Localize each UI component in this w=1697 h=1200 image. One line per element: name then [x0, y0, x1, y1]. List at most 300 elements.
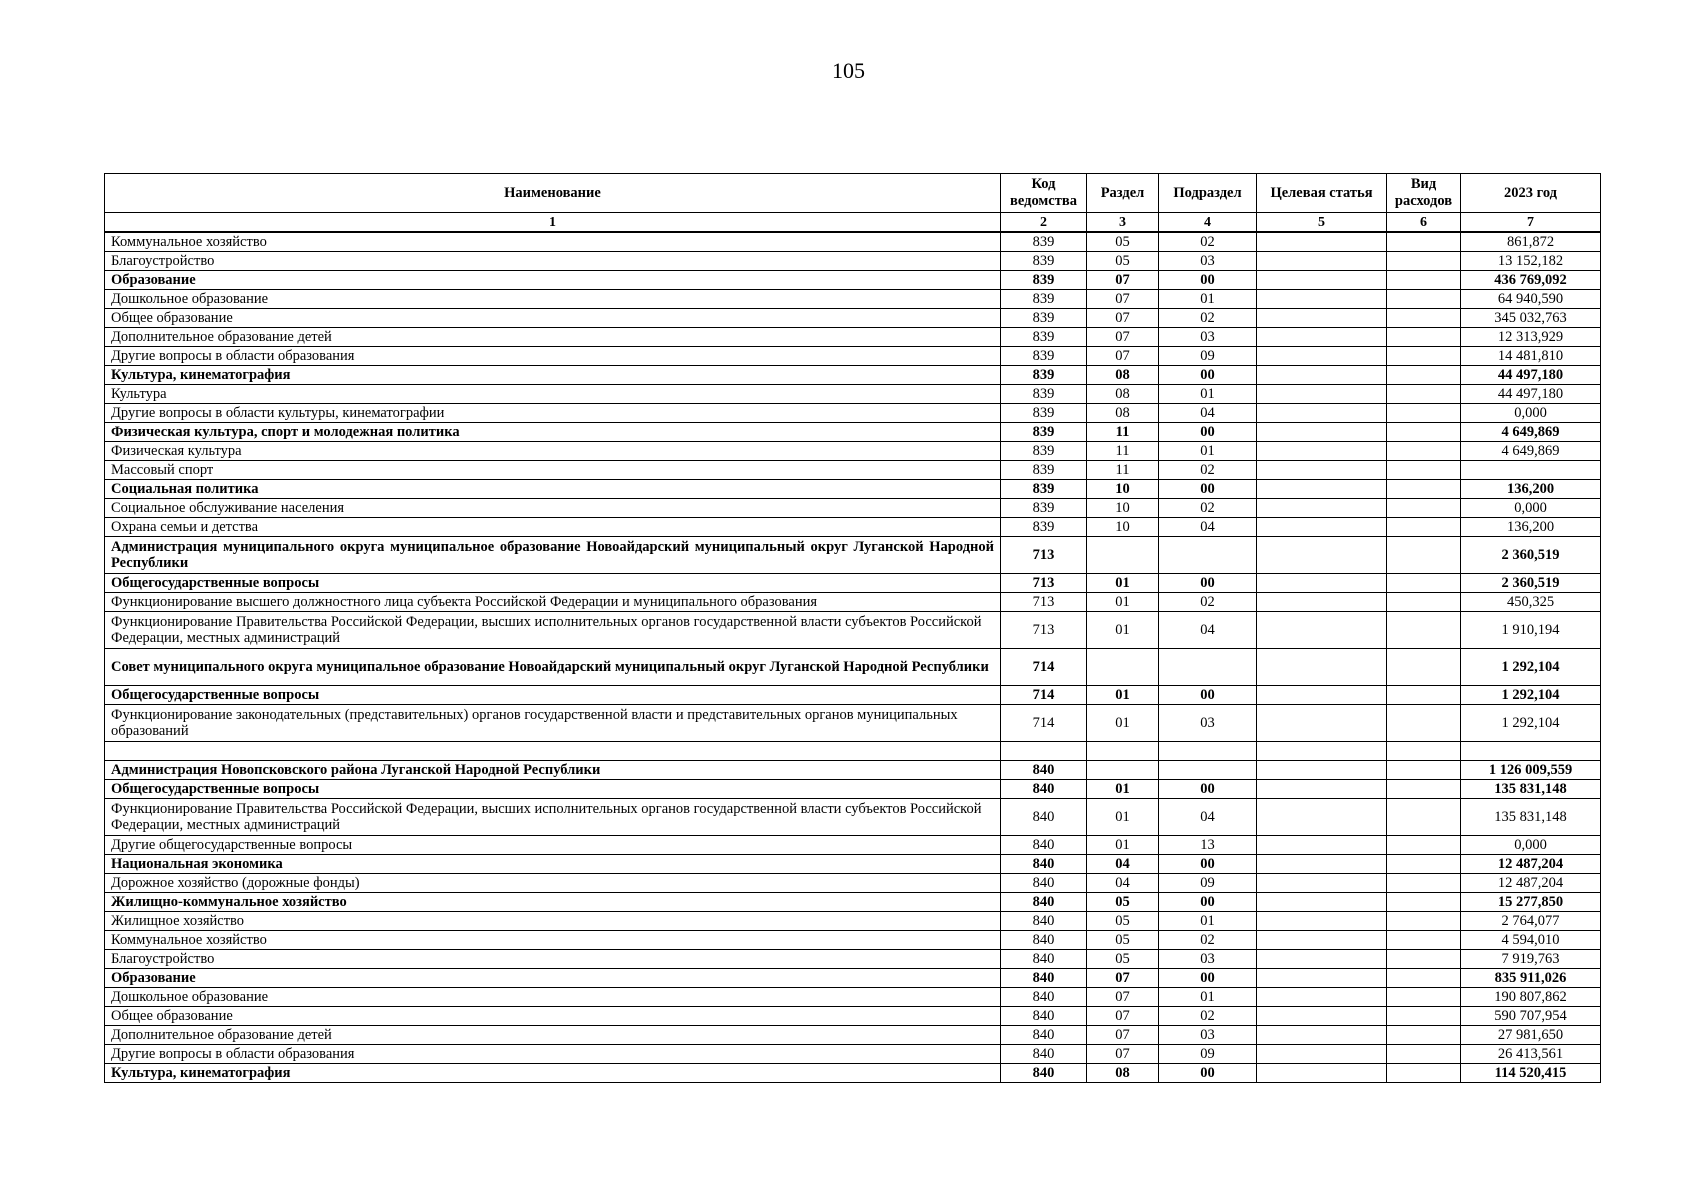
row-podrazdel-cell: 00	[1159, 366, 1257, 385]
row-vid-cell	[1387, 252, 1461, 271]
row-razdel-cell: 07	[1087, 969, 1159, 988]
row-vid-cell	[1387, 1064, 1461, 1083]
row-name-cell: Дошкольное образование	[105, 988, 1001, 1007]
row-name-cell: Функционирование высшего должностного лица субъекта Российской Федерации и муниципального образования	[105, 593, 1001, 612]
row-name-cell: Другие вопросы в области образования	[105, 1045, 1001, 1064]
row-amount-cell: 450,325	[1461, 593, 1601, 612]
row-name-cell: Образование	[105, 969, 1001, 988]
row-name-cell: Общее образование	[105, 309, 1001, 328]
row-celevaya-cell	[1257, 780, 1387, 799]
row-amount-cell: 136,200	[1461, 518, 1601, 537]
row-kod-cell: 839	[1001, 461, 1087, 480]
row-vid-cell	[1387, 912, 1461, 931]
row-kod-cell: 840	[1001, 969, 1087, 988]
row-celevaya-cell	[1257, 612, 1387, 649]
row-amount-cell: 2 360,519	[1461, 537, 1601, 574]
row-celevaya-cell	[1257, 574, 1387, 593]
column-number: 4	[1159, 213, 1257, 233]
row-name-cell: Благоустройство	[105, 950, 1001, 969]
row-name-cell: Функционирование Правительства Российской Федерации, высших исполнительных органов государственной власти субъектов Российской Федерации, местных администраций	[105, 799, 1001, 836]
row-name-cell: Национальная экономика	[105, 855, 1001, 874]
row-celevaya-cell	[1257, 252, 1387, 271]
row-celevaya-cell	[1257, 893, 1387, 912]
row-amount-cell: 1 292,104	[1461, 705, 1601, 742]
table-row	[105, 574, 1601, 593]
row-kod-cell: 713	[1001, 612, 1087, 649]
table-row	[105, 1045, 1601, 1064]
row-kod-cell: 839	[1001, 442, 1087, 461]
row-celevaya-cell	[1257, 705, 1387, 742]
row-amount-cell: 2 360,519	[1461, 574, 1601, 593]
row-amount-cell: 27 981,650	[1461, 1026, 1601, 1045]
row-podrazdel-cell: 09	[1159, 874, 1257, 893]
row-razdel-cell: 05	[1087, 893, 1159, 912]
row-razdel-cell: 08	[1087, 366, 1159, 385]
row-podrazdel-cell: 02	[1159, 232, 1257, 252]
row-celevaya-cell	[1257, 855, 1387, 874]
row-vid-cell	[1387, 931, 1461, 950]
row-celevaya-cell	[1257, 461, 1387, 480]
row-amount-cell: 345 032,763	[1461, 309, 1601, 328]
header-kod: Код ведомства	[1001, 174, 1087, 213]
column-number: 2	[1001, 213, 1087, 233]
table-body	[105, 232, 1601, 1083]
row-podrazdel-cell	[1159, 742, 1257, 761]
row-podrazdel-cell: 00	[1159, 271, 1257, 290]
row-razdel-cell: 07	[1087, 271, 1159, 290]
row-podrazdel-cell: 04	[1159, 518, 1257, 537]
row-vid-cell	[1387, 612, 1461, 649]
row-vid-cell	[1387, 761, 1461, 780]
table-row	[105, 499, 1601, 518]
row-amount-cell	[1461, 742, 1601, 761]
row-name-cell: Коммунальное хозяйство	[105, 931, 1001, 950]
table-row	[105, 480, 1601, 499]
row-razdel-cell: 01	[1087, 799, 1159, 836]
row-amount-cell: 1 292,104	[1461, 686, 1601, 705]
header-row	[105, 174, 1601, 213]
table-row	[105, 742, 1601, 761]
table-row	[105, 1007, 1601, 1026]
table-row	[105, 423, 1601, 442]
row-amount-cell: 190 807,862	[1461, 988, 1601, 1007]
table-row	[105, 874, 1601, 893]
row-name-cell: Общегосударственные вопросы	[105, 686, 1001, 705]
row-name-cell: Массовый спорт	[105, 461, 1001, 480]
row-celevaya-cell	[1257, 347, 1387, 366]
table-row	[105, 232, 1601, 252]
table-row	[105, 1064, 1601, 1083]
row-amount-cell: 7 919,763	[1461, 950, 1601, 969]
row-razdel-cell: 11	[1087, 461, 1159, 480]
row-amount-cell: 4 594,010	[1461, 931, 1601, 950]
row-celevaya-cell	[1257, 290, 1387, 309]
row-razdel-cell	[1087, 742, 1159, 761]
row-celevaya-cell	[1257, 593, 1387, 612]
table-row	[105, 686, 1601, 705]
row-vid-cell	[1387, 780, 1461, 799]
row-razdel-cell: 05	[1087, 931, 1159, 950]
row-vid-cell	[1387, 969, 1461, 988]
row-kod-cell: 840	[1001, 1064, 1087, 1083]
row-amount-cell: 26 413,561	[1461, 1045, 1601, 1064]
row-kod-cell: 840	[1001, 855, 1087, 874]
table-row	[105, 404, 1601, 423]
row-vid-cell	[1387, 271, 1461, 290]
row-podrazdel-cell: 03	[1159, 328, 1257, 347]
table-row	[105, 969, 1601, 988]
row-kod-cell: 839	[1001, 518, 1087, 537]
row-name-cell: Другие вопросы в области образования	[105, 347, 1001, 366]
row-vid-cell	[1387, 686, 1461, 705]
row-celevaya-cell	[1257, 686, 1387, 705]
row-vid-cell	[1387, 799, 1461, 836]
row-kod-cell: 840	[1001, 1045, 1087, 1064]
row-razdel-cell: 11	[1087, 423, 1159, 442]
table-row	[105, 271, 1601, 290]
row-celevaya-cell	[1257, 1007, 1387, 1026]
row-name-cell: Коммунальное хозяйство	[105, 232, 1001, 252]
table-row	[105, 1026, 1601, 1045]
row-celevaya-cell	[1257, 518, 1387, 537]
row-podrazdel-cell: 00	[1159, 780, 1257, 799]
row-amount-cell: 1 910,194	[1461, 612, 1601, 649]
row-kod-cell: 714	[1001, 705, 1087, 742]
row-razdel-cell: 01	[1087, 686, 1159, 705]
row-razdel-cell: 04	[1087, 855, 1159, 874]
row-podrazdel-cell: 00	[1159, 855, 1257, 874]
table-row	[105, 836, 1601, 855]
row-vid-cell	[1387, 461, 1461, 480]
column-number: 6	[1387, 213, 1461, 233]
row-podrazdel-cell: 00	[1159, 423, 1257, 442]
row-kod-cell: 840	[1001, 912, 1087, 931]
row-razdel-cell: 05	[1087, 950, 1159, 969]
row-podrazdel-cell: 09	[1159, 1045, 1257, 1064]
row-vid-cell	[1387, 328, 1461, 347]
table-row	[105, 855, 1601, 874]
row-razdel-cell: 01	[1087, 612, 1159, 649]
table-row	[105, 518, 1601, 537]
row-celevaya-cell	[1257, 912, 1387, 931]
table-row	[105, 612, 1601, 649]
row-kod-cell: 840	[1001, 836, 1087, 855]
column-number-row	[105, 213, 1601, 233]
row-razdel-cell	[1087, 537, 1159, 574]
row-amount-cell: 12 313,929	[1461, 328, 1601, 347]
row-kod-cell	[1001, 742, 1087, 761]
row-podrazdel-cell: 00	[1159, 969, 1257, 988]
row-podrazdel-cell: 00	[1159, 1064, 1257, 1083]
row-podrazdel-cell: 00	[1159, 893, 1257, 912]
table-row	[105, 950, 1601, 969]
row-vid-cell	[1387, 499, 1461, 518]
row-vid-cell	[1387, 385, 1461, 404]
row-razdel-cell: 08	[1087, 385, 1159, 404]
header-name: Наименование	[105, 174, 1001, 213]
row-podrazdel-cell: 02	[1159, 1007, 1257, 1026]
header-celevaya: Целевая статья	[1257, 174, 1387, 213]
row-vid-cell	[1387, 988, 1461, 1007]
row-podrazdel-cell: 01	[1159, 442, 1257, 461]
row-celevaya-cell	[1257, 761, 1387, 780]
row-amount-cell: 2 764,077	[1461, 912, 1601, 931]
column-number: 5	[1257, 213, 1387, 233]
row-amount-cell: 1 126 009,559	[1461, 761, 1601, 780]
row-podrazdel-cell: 01	[1159, 912, 1257, 931]
row-razdel-cell: 05	[1087, 252, 1159, 271]
row-razdel-cell: 04	[1087, 874, 1159, 893]
row-name-cell: Культура, кинематография	[105, 1064, 1001, 1083]
table-row	[105, 347, 1601, 366]
row-kod-cell: 839	[1001, 480, 1087, 499]
table-row	[105, 893, 1601, 912]
header-vid: Вид расходов	[1387, 174, 1461, 213]
row-vid-cell	[1387, 893, 1461, 912]
row-celevaya-cell	[1257, 1045, 1387, 1064]
row-kod-cell: 839	[1001, 290, 1087, 309]
row-vid-cell	[1387, 649, 1461, 686]
row-amount-cell: 12 487,204	[1461, 874, 1601, 893]
row-podrazdel-cell: 04	[1159, 612, 1257, 649]
row-kod-cell: 713	[1001, 574, 1087, 593]
row-vid-cell	[1387, 574, 1461, 593]
row-podrazdel-cell: 02	[1159, 309, 1257, 328]
table-row	[105, 931, 1601, 950]
row-vid-cell	[1387, 742, 1461, 761]
row-razdel-cell: 11	[1087, 442, 1159, 461]
row-name-cell: Другие вопросы в области культуры, кинематографии	[105, 404, 1001, 423]
row-razdel-cell: 07	[1087, 1045, 1159, 1064]
row-vid-cell	[1387, 1045, 1461, 1064]
row-razdel-cell: 07	[1087, 1026, 1159, 1045]
row-podrazdel-cell: 04	[1159, 404, 1257, 423]
row-kod-cell: 839	[1001, 232, 1087, 252]
row-celevaya-cell	[1257, 1064, 1387, 1083]
row-podrazdel-cell: 00	[1159, 480, 1257, 499]
row-celevaya-cell	[1257, 969, 1387, 988]
row-amount-cell: 135 831,148	[1461, 780, 1601, 799]
row-vid-cell	[1387, 1007, 1461, 1026]
row-celevaya-cell	[1257, 988, 1387, 1007]
table-row	[105, 290, 1601, 309]
row-podrazdel-cell: 01	[1159, 988, 1257, 1007]
row-kod-cell: 839	[1001, 309, 1087, 328]
row-podrazdel-cell: 02	[1159, 931, 1257, 950]
row-razdel-cell: 05	[1087, 232, 1159, 252]
row-vid-cell	[1387, 232, 1461, 252]
row-name-cell: Другие общегосударственные вопросы	[105, 836, 1001, 855]
row-vid-cell	[1387, 309, 1461, 328]
row-podrazdel-cell: 03	[1159, 252, 1257, 271]
table-row	[105, 252, 1601, 271]
row-podrazdel-cell: 09	[1159, 347, 1257, 366]
row-razdel-cell: 01	[1087, 836, 1159, 855]
table-row	[105, 799, 1601, 836]
row-name-cell: Общегосударственные вопросы	[105, 780, 1001, 799]
row-name-cell: Администрация муниципального округа муниципальное образование Новоайдарский муниципальный округ Луганской Народной Республики	[105, 537, 1001, 574]
table-row	[105, 705, 1601, 742]
row-name-cell: Дорожное хозяйство (дорожные фонды)	[105, 874, 1001, 893]
row-name-cell: Социальная политика	[105, 480, 1001, 499]
row-kod-cell: 840	[1001, 988, 1087, 1007]
header-year: 2023 год	[1461, 174, 1601, 213]
row-amount-cell: 114 520,415	[1461, 1064, 1601, 1083]
row-amount-cell: 861,872	[1461, 232, 1601, 252]
column-number: 7	[1461, 213, 1601, 233]
row-razdel-cell: 10	[1087, 518, 1159, 537]
row-vid-cell	[1387, 423, 1461, 442]
row-kod-cell: 840	[1001, 1007, 1087, 1026]
row-amount-cell: 0,000	[1461, 836, 1601, 855]
row-kod-cell: 840	[1001, 874, 1087, 893]
row-razdel-cell: 05	[1087, 912, 1159, 931]
row-vid-cell	[1387, 290, 1461, 309]
row-name-cell: Образование	[105, 271, 1001, 290]
row-name-cell: Культура, кинематография	[105, 366, 1001, 385]
row-amount-cell: 136,200	[1461, 480, 1601, 499]
row-podrazdel-cell: 02	[1159, 461, 1257, 480]
row-kod-cell: 840	[1001, 950, 1087, 969]
row-kod-cell: 840	[1001, 780, 1087, 799]
row-podrazdel-cell: 02	[1159, 499, 1257, 518]
row-vid-cell	[1387, 442, 1461, 461]
row-name-cell: Общее образование	[105, 1007, 1001, 1026]
row-celevaya-cell	[1257, 836, 1387, 855]
row-amount-cell: 44 497,180	[1461, 366, 1601, 385]
table-row	[105, 385, 1601, 404]
row-name-cell: Общегосударственные вопросы	[105, 574, 1001, 593]
row-podrazdel-cell: 01	[1159, 385, 1257, 404]
row-kod-cell: 839	[1001, 271, 1087, 290]
row-razdel-cell: 07	[1087, 1007, 1159, 1026]
row-podrazdel-cell: 03	[1159, 950, 1257, 969]
row-razdel-cell: 07	[1087, 309, 1159, 328]
row-razdel-cell: 01	[1087, 593, 1159, 612]
row-name-cell: Культура	[105, 385, 1001, 404]
row-name-cell: Жилищное хозяйство	[105, 912, 1001, 931]
row-podrazdel-cell: 13	[1159, 836, 1257, 855]
row-razdel-cell: 08	[1087, 1064, 1159, 1083]
row-razdel-cell: 10	[1087, 480, 1159, 499]
row-vid-cell	[1387, 1026, 1461, 1045]
row-kod-cell: 840	[1001, 799, 1087, 836]
row-kod-cell: 839	[1001, 328, 1087, 347]
row-vid-cell	[1387, 404, 1461, 423]
row-vid-cell	[1387, 593, 1461, 612]
row-vid-cell	[1387, 836, 1461, 855]
row-amount-cell: 14 481,810	[1461, 347, 1601, 366]
table-row	[105, 780, 1601, 799]
row-razdel-cell: 07	[1087, 988, 1159, 1007]
row-razdel-cell	[1087, 649, 1159, 686]
table-row	[105, 761, 1601, 780]
row-celevaya-cell	[1257, 271, 1387, 290]
row-celevaya-cell	[1257, 385, 1387, 404]
row-amount-cell: 12 487,204	[1461, 855, 1601, 874]
row-name-cell: Дошкольное образование	[105, 290, 1001, 309]
row-name-cell: Администрация Новопсковского района Луганской Народной Республики	[105, 761, 1001, 780]
row-podrazdel-cell: 04	[1159, 799, 1257, 836]
row-podrazdel-cell	[1159, 537, 1257, 574]
row-name-cell: Совет муниципального округа муниципальное образование Новоайдарский муниципальный округ Луганской Народной Республики	[105, 649, 1001, 686]
row-celevaya-cell	[1257, 799, 1387, 836]
row-name-cell: Функционирование законодательных (представительных) органов государственной власти и представительных органов муниципальных образований	[105, 705, 1001, 742]
row-celevaya-cell	[1257, 404, 1387, 423]
row-kod-cell: 839	[1001, 423, 1087, 442]
row-podrazdel-cell: 00	[1159, 686, 1257, 705]
row-name-cell: Физическая культура	[105, 442, 1001, 461]
row-amount-cell: 64 940,590	[1461, 290, 1601, 309]
row-celevaya-cell	[1257, 442, 1387, 461]
row-celevaya-cell	[1257, 328, 1387, 347]
row-razdel-cell: 08	[1087, 404, 1159, 423]
column-number: 3	[1087, 213, 1159, 233]
row-podrazdel-cell: 03	[1159, 705, 1257, 742]
table-row	[105, 461, 1601, 480]
table-row	[105, 309, 1601, 328]
row-podrazdel-cell	[1159, 649, 1257, 686]
column-number: 1	[105, 213, 1001, 233]
table-row	[105, 366, 1601, 385]
header-razdel: Раздел	[1087, 174, 1159, 213]
row-name-cell: Социальное обслуживание населения	[105, 499, 1001, 518]
table-row	[105, 912, 1601, 931]
row-razdel-cell	[1087, 761, 1159, 780]
row-vid-cell	[1387, 950, 1461, 969]
row-celevaya-cell	[1257, 1026, 1387, 1045]
row-vid-cell	[1387, 537, 1461, 574]
row-kod-cell: 839	[1001, 366, 1087, 385]
row-name-cell: Дополнительное образование детей	[105, 328, 1001, 347]
table-row	[105, 649, 1601, 686]
row-kod-cell: 713	[1001, 537, 1087, 574]
row-amount-cell: 835 911,026	[1461, 969, 1601, 988]
row-kod-cell: 839	[1001, 252, 1087, 271]
row-kod-cell: 713	[1001, 593, 1087, 612]
row-kod-cell: 840	[1001, 931, 1087, 950]
row-vid-cell	[1387, 518, 1461, 537]
row-razdel-cell: 07	[1087, 347, 1159, 366]
row-razdel-cell: 01	[1087, 574, 1159, 593]
row-kod-cell: 839	[1001, 499, 1087, 518]
row-kod-cell: 840	[1001, 893, 1087, 912]
row-vid-cell	[1387, 874, 1461, 893]
row-celevaya-cell	[1257, 649, 1387, 686]
row-podrazdel-cell: 01	[1159, 290, 1257, 309]
row-name-cell: Благоустройство	[105, 252, 1001, 271]
row-amount-cell: 590 707,954	[1461, 1007, 1601, 1026]
row-celevaya-cell	[1257, 874, 1387, 893]
header-podrazdel: Подраздел	[1159, 174, 1257, 213]
row-amount-cell: 4 649,869	[1461, 442, 1601, 461]
table-row	[105, 328, 1601, 347]
row-vid-cell	[1387, 705, 1461, 742]
row-razdel-cell: 01	[1087, 780, 1159, 799]
row-celevaya-cell	[1257, 309, 1387, 328]
row-celevaya-cell	[1257, 480, 1387, 499]
row-name-cell: Дополнительное образование детей	[105, 1026, 1001, 1045]
row-celevaya-cell	[1257, 366, 1387, 385]
row-amount-cell: 4 649,869	[1461, 423, 1601, 442]
row-kod-cell: 840	[1001, 1026, 1087, 1045]
row-kod-cell: 839	[1001, 404, 1087, 423]
row-celevaya-cell	[1257, 423, 1387, 442]
row-amount-cell: 436 769,092	[1461, 271, 1601, 290]
row-name-cell: Охрана семьи и детства	[105, 518, 1001, 537]
row-podrazdel-cell: 03	[1159, 1026, 1257, 1045]
row-kod-cell: 840	[1001, 761, 1087, 780]
